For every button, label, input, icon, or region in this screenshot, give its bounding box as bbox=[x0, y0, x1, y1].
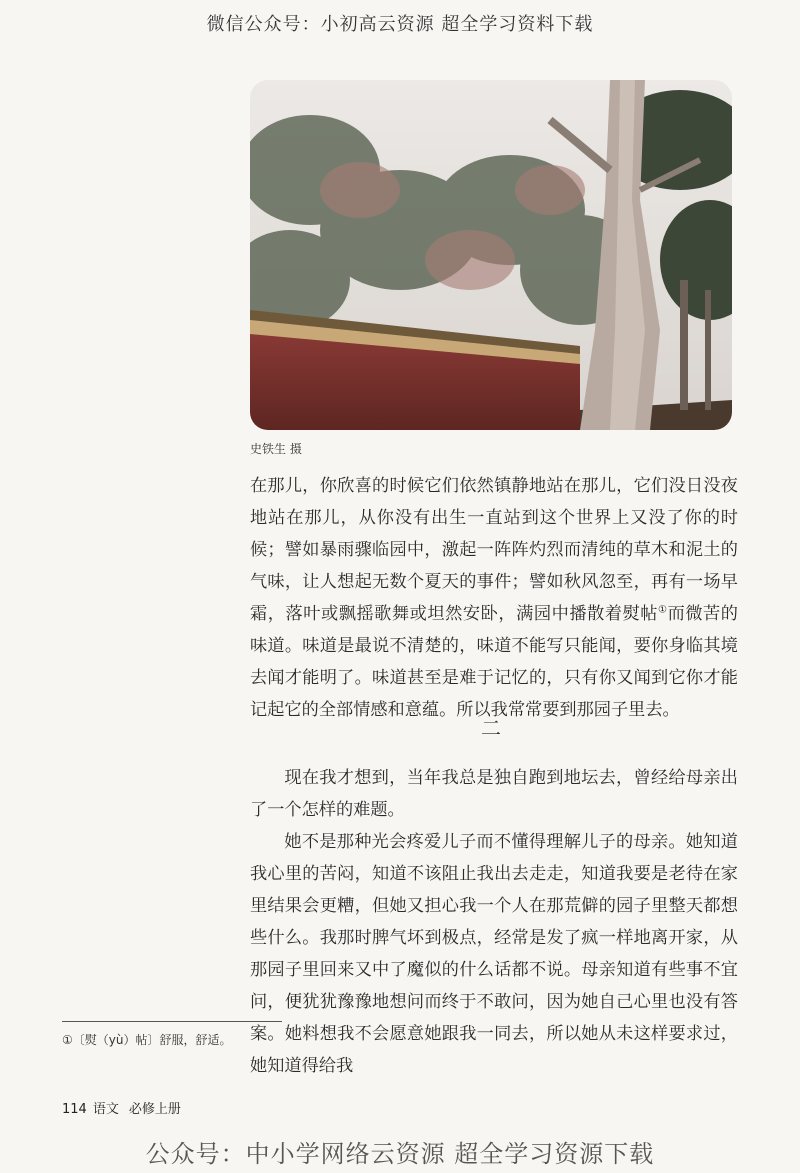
section-heading: 二 bbox=[481, 716, 501, 740]
page-number: 114 bbox=[62, 1102, 87, 1117]
book-volume: 必修上册 bbox=[128, 1102, 181, 1117]
section-1-body bbox=[250, 470, 738, 726]
paragraph: 她不是那种光会疼爱儿子而不懂得理解儿子的母亲。她知道我心里的苦闷，知道不该阻止我出去走走，知道我要是老待在家里结果会更糟，但她又担心我一个人在那荒僻的园子里整天都想些什么。我那时脾气坏到极点，经常是发了疯一样地离开家，从那园子里回来又中了魔似的什么话都不说。母亲知道有些事不宜问，便犹犹豫豫地想问而终于不敢问，因为她自己心里也没有答案。她料想我不会愿意她跟我一同去，所以她从未这样要求过，她知道得给我 bbox=[250, 832, 738, 1076]
footnote: ①〔熨（yù）帖〕舒服，舒适。 bbox=[62, 1033, 232, 1047]
footnote-marker: ① bbox=[658, 604, 668, 616]
footnote-divider bbox=[62, 1021, 282, 1022]
paragraph bbox=[250, 470, 738, 726]
paragraph: 现在我才想到，当年我总是独自跑到地坛去，曾经给母亲出了一个怎样的难题。 bbox=[250, 768, 738, 820]
bottom-watermark-banner: 公众号：中小学网络云资源 超全学习资源下载 bbox=[145, 1140, 655, 1168]
photo-wall-and-trees bbox=[250, 80, 732, 430]
book-title: 语文 bbox=[92, 1102, 119, 1117]
top-watermark-banner: 微信公众号：小初高云资源 超全学习资料下载 bbox=[206, 14, 594, 35]
section-2-body bbox=[250, 762, 738, 1082]
photo-caption: 史铁生 摄 bbox=[250, 442, 302, 456]
paragraph-text: 而微苦的味道。味道是最说不清楚的，味道不能写只能闻，要你身临其境去闻才能明了。味道甚至是难于记忆的，只有你又闻到它你才能记起它的全部情感和意蕴。所以我常常要到那园子里去。 bbox=[250, 604, 738, 720]
paragraph-text: 在那儿，你欣喜的时候它们依然镇静地站在那儿，它们没日没夜地站在那儿，从你没有出生一直站到这个世界上又没了你的时候；譬如暴雨骤临园中，激起一阵阵灼烈而清纯的草木和泥土的气味，让人想起无数个夏天的事件；譬如秋风忽至，再有一场早霜，落叶或飘摇歌舞或坦然安卧，满园中播散着熨帖 bbox=[250, 476, 738, 624]
page-footer bbox=[62, 1098, 181, 1117]
